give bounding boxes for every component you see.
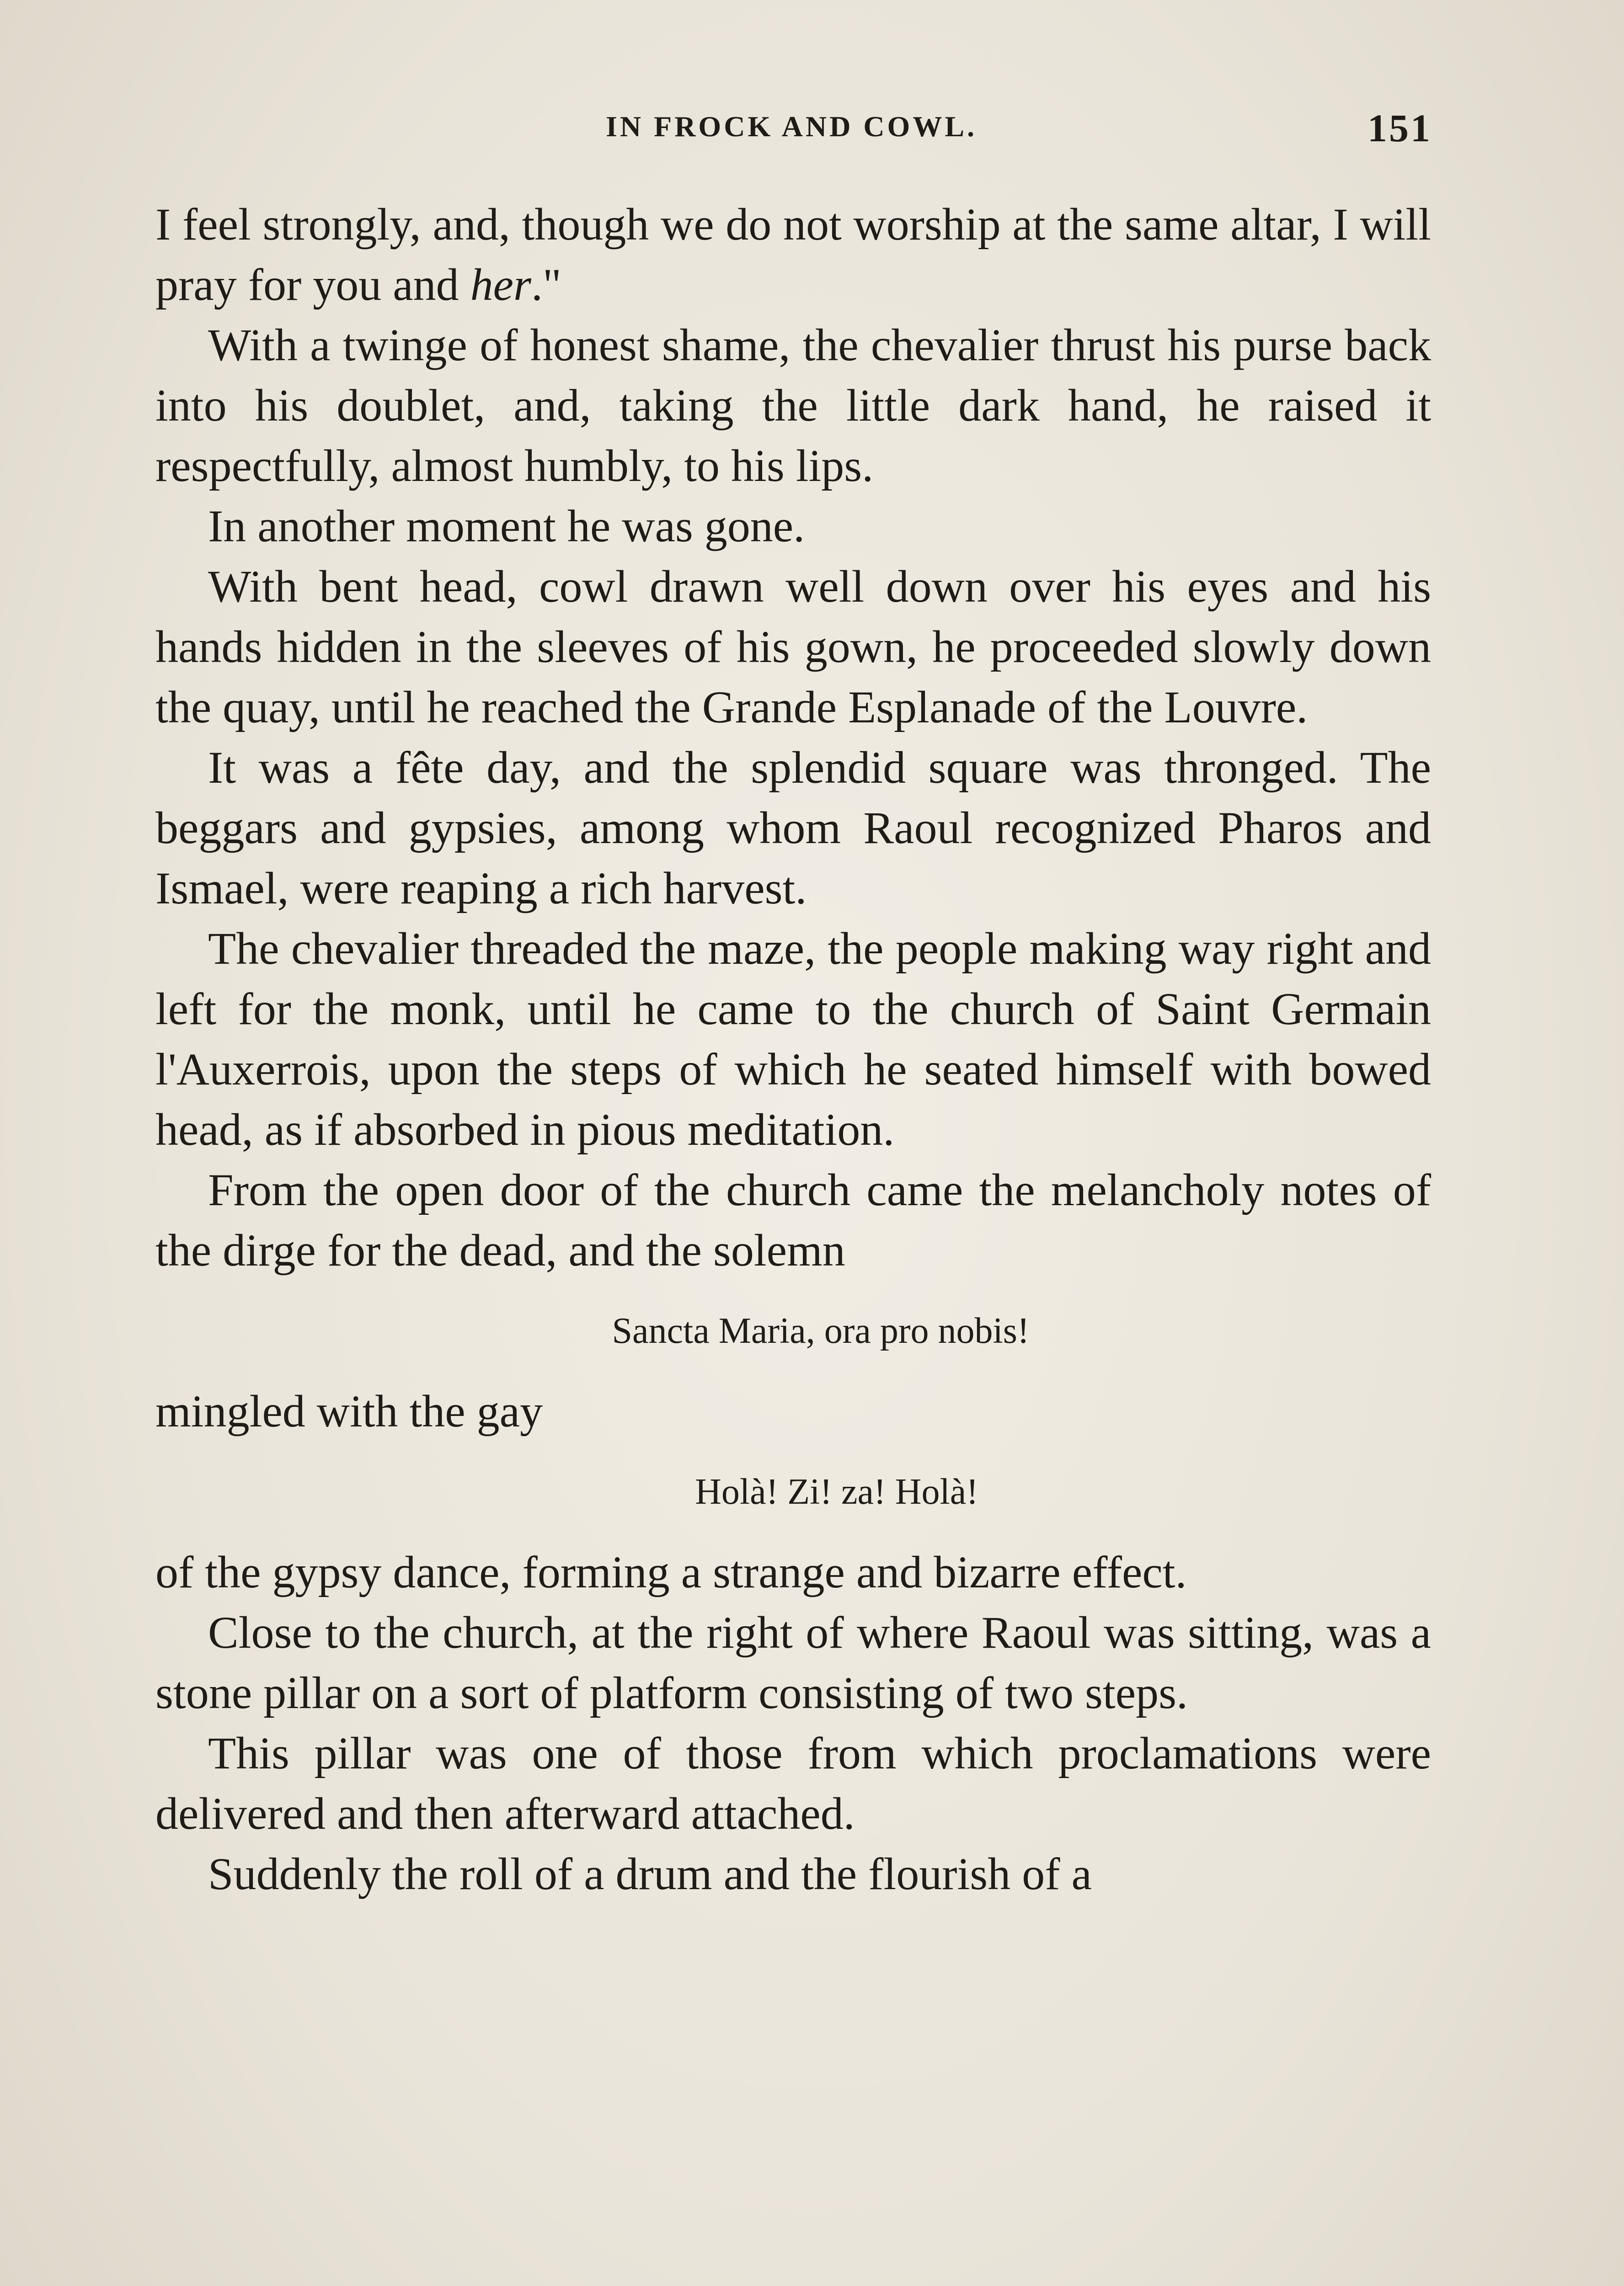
paragraph: With a twinge of honest shame, the chevalier thrust his purse back into his doublet, and, taking the little dark hand, he raised it respectfully, almost humbly, to his lips. (155, 320, 1431, 491)
paragraph: With bent head, cowl drawn well down over his eyes and his hands hidden in the sleeves of his gown, he proceeded slowly down the quay, until he reached the Grande Esplanade of the Louvre. (155, 561, 1431, 732)
paragraph: of the gypsy dance, forming a strange and bizarre effect. (155, 1547, 1187, 1597)
paragraph (155, 194, 1431, 315)
paragraph: Suddenly the roll of a drum and the flourish of a (208, 1848, 1092, 1899)
body-text (155, 194, 1431, 1904)
page-number: 151 (1368, 106, 1432, 150)
paragraph-text: I feel strongly, and, though we do not worship at the same altar, I will pray for you and (155, 199, 1431, 310)
paragraph: From the open door of the church came the melancholy notes of the dirge for the dead, and the solemn (155, 1164, 1431, 1276)
paragraph-text-end: ." (531, 259, 561, 310)
verse-line: Holà! Zi! za! Holà! (695, 1472, 978, 1512)
running-title: IN FROCK AND COWL. (605, 110, 978, 143)
paragraph: Close to the church, at the right of where Raoul was sitting, was a stone pillar on a sort of platform consisting of two steps. (155, 1607, 1431, 1718)
paragraph: In another moment he was gone. (208, 501, 805, 551)
paragraph: The chevalier threaded the maze, the people making way right and left for the monk, until he came to the church of Saint Germain l'Auxerrois, upon the steps of which he seated himself with bowed head, as if absorbed in pious meditation. (155, 923, 1431, 1155)
italic-word: her (470, 259, 531, 310)
verse-line: Sancta Maria, ora pro nobis! (612, 1311, 1030, 1351)
paragraph: It was a fête day, and the splendid square was thronged. The beggars and gypsies, among whom Raoul recognized Pharos and Ismael, were reaping a rich harvest. (155, 742, 1431, 913)
paragraph: mingled with the gay (155, 1386, 543, 1437)
page-header (155, 105, 1432, 155)
paragraph: This pillar was one of those from which proclamations were delivered and then afterward attached. (155, 1728, 1431, 1839)
